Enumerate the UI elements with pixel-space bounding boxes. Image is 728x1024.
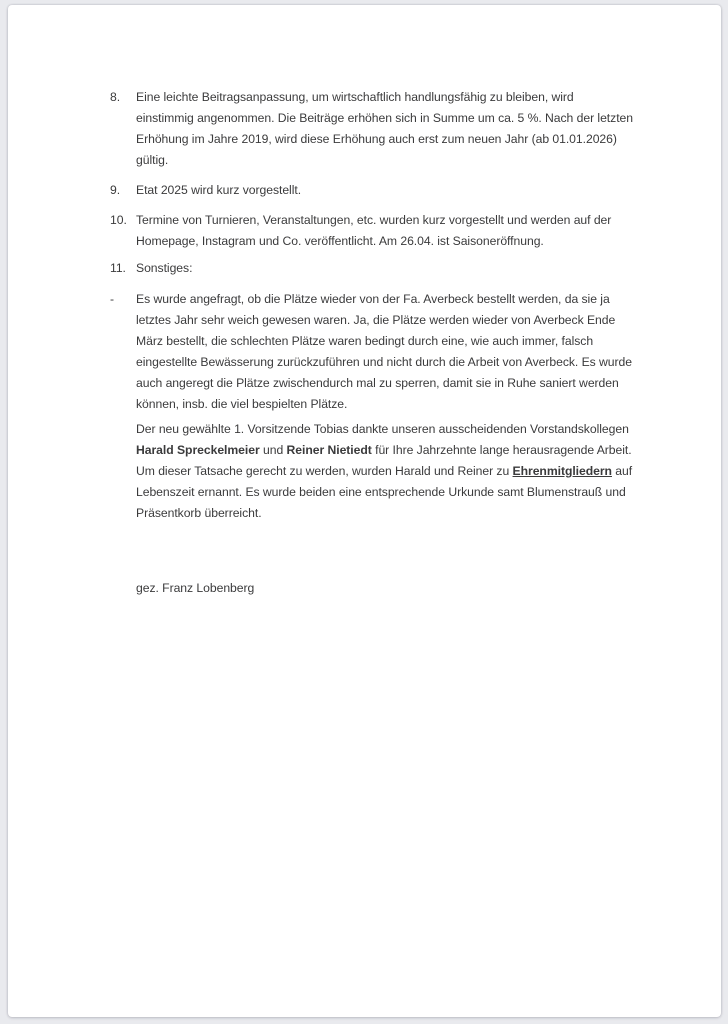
list-item-text: Etat 2025 wird kurz vorgestellt. bbox=[136, 183, 302, 197]
person-name-harald: Harald Spreckelmeier bbox=[136, 443, 260, 457]
person-name-reiner: Reiner Nietiedt bbox=[286, 443, 372, 457]
dash-marker: - bbox=[110, 292, 115, 306]
list-item-text: Sonstiges: bbox=[136, 261, 193, 275]
signature-line: gez. Franz Lobenberg bbox=[136, 581, 255, 595]
list-item-11 bbox=[110, 258, 633, 279]
closing-text: auf Lebenszeit ernannt. Es wurde beiden eine entsprechende Urkunde samt Blumenstrauß und Präsentkorb überreicht. bbox=[136, 464, 633, 520]
document-content bbox=[110, 87, 633, 599]
list-item-number: 8. bbox=[110, 90, 121, 104]
list-item-text: Eine leichte Beitragsanpassung, um wirtschaftlich handlungsfähig zu bleiben, wird einstimmig angenommen. Die Beiträge erhöhen sich in Summe um ca. 5 %. Nach der letzten Erhöhung im Jahre 2019, wird diese Erhöhung auch erst zum neuen Jahr (ab 01.01.2026) gültig. bbox=[136, 90, 633, 167]
closing-text: und bbox=[259, 443, 287, 457]
list-item-number: 11. bbox=[110, 261, 126, 275]
closing-text: Der neu gewählte 1. Vorsitzende Tobias dankte unseren ausscheidenden Vorstandskollegen bbox=[136, 422, 629, 436]
closing-text: für Ihre Jahrzehnte lange herausragende Arbeit. Um dieser Tatsache gerecht zu werden, wurden Harald und Reiner zu bbox=[136, 443, 632, 478]
document-page bbox=[8, 5, 721, 1017]
list-item-number: 9. bbox=[110, 183, 121, 197]
list-item-text: Termine von Turnieren, Veranstaltungen, etc. wurden kurz vorgestellt und werden auf der Homepage, Instagram und Co. veröffentlicht. Am 26.04. ist Saisoneröffnung. bbox=[136, 213, 612, 248]
list-item-8 bbox=[110, 87, 633, 171]
closing-paragraph bbox=[136, 419, 633, 524]
list-item-number: 10. bbox=[110, 213, 127, 227]
honorary-members-term: Ehrenmitgliedern bbox=[512, 464, 612, 478]
list-item-9 bbox=[110, 180, 633, 201]
list-item-10 bbox=[110, 210, 633, 252]
dash-item bbox=[110, 289, 633, 415]
dash-item-text: Es wurde angefragt, ob die Plätze wieder von der Fa. Averbeck bestellt werden, da sie ja letztes Jahr sehr weich gewesen waren. Ja, die Plätze werden wieder von Averbeck Ende März bestellt, die schlechten Plätze waren bedingt durch eine, wie auch immer, falsch eingestellte Bewässerung zurückzuführen und nicht durch die Arbeit von Averbeck. Es wurde auch angeregt die Plätze zwischendurch mal zu sperren, damit sie in Ruhe saniert werden können, insb. die viel bespielten Plätze. bbox=[136, 292, 632, 411]
